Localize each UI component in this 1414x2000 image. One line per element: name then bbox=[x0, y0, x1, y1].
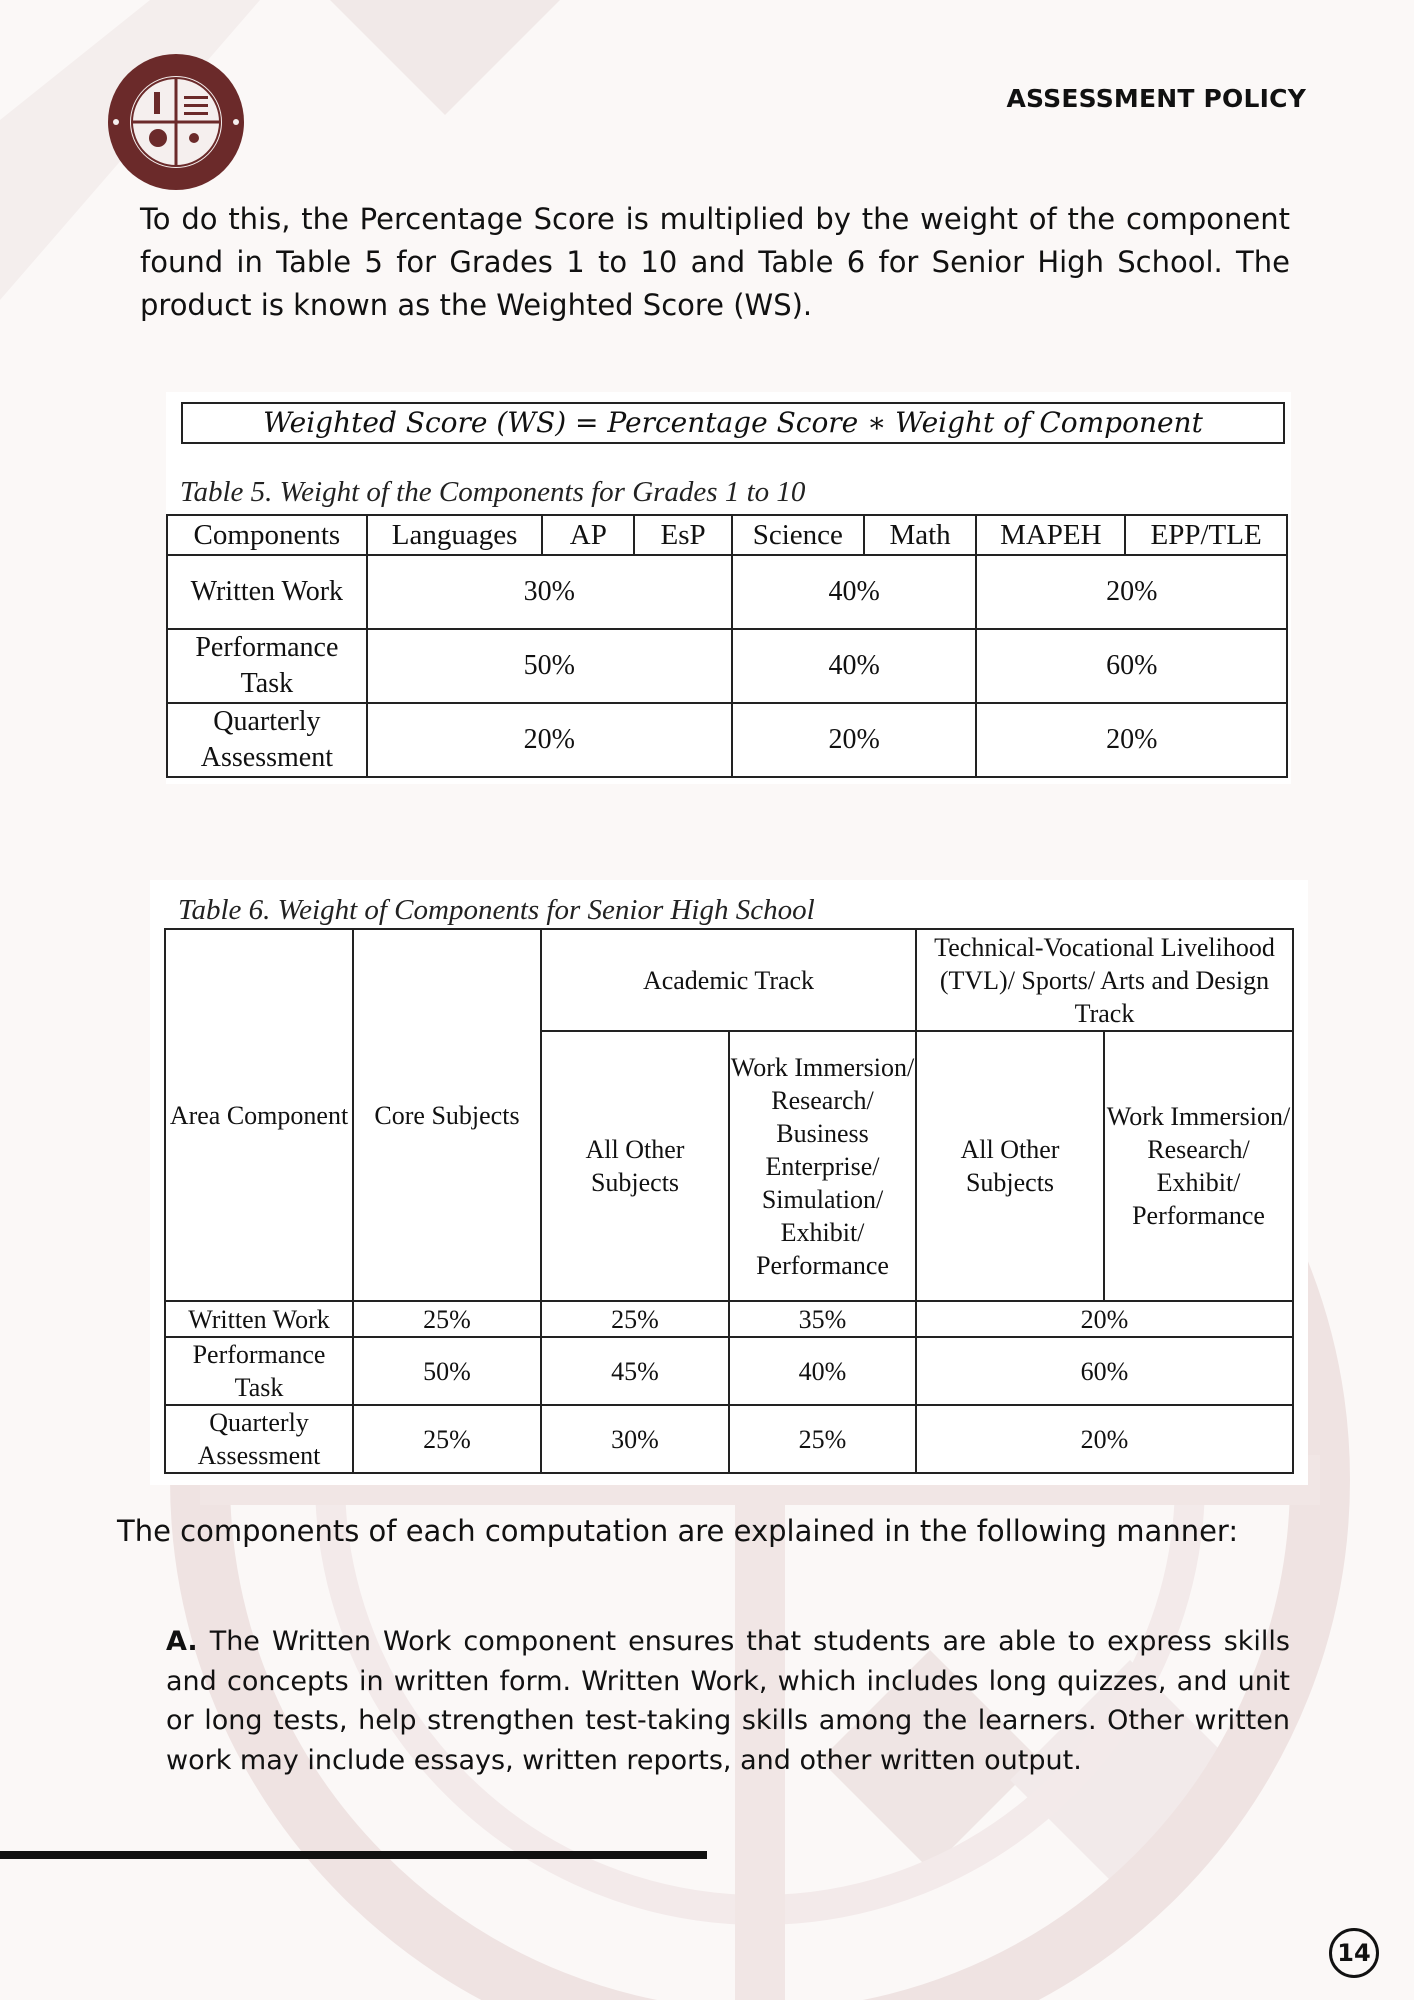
table6-caption: Table 6. Weight of Components for Senior High School bbox=[178, 894, 815, 926]
table5-value-cell: 20% bbox=[976, 703, 1287, 777]
school-logo bbox=[106, 52, 246, 192]
table5-header-cell: Components bbox=[167, 515, 367, 555]
document-header-title: ASSESSMENT POLICY bbox=[1006, 84, 1306, 113]
table6-component-cell: Performance Task bbox=[165, 1337, 353, 1405]
table6-value-cell: 30% bbox=[541, 1405, 729, 1473]
table6 bbox=[164, 928, 1294, 1474]
table6-value-cell: 20% bbox=[916, 1301, 1293, 1337]
table-row bbox=[167, 703, 1287, 777]
table5-value-cell: 40% bbox=[732, 629, 977, 703]
table-row bbox=[167, 629, 1287, 703]
table6-value-cell: 25% bbox=[353, 1405, 541, 1473]
table5-value-cell: 20% bbox=[976, 555, 1287, 629]
table5-component-cell: Quarterly Assessment bbox=[167, 703, 367, 777]
footer-divider bbox=[0, 1851, 707, 1859]
table5-header-cell: EsP bbox=[634, 515, 732, 555]
table6-value-cell: 45% bbox=[541, 1337, 729, 1405]
table6-value-cell: 50% bbox=[353, 1337, 541, 1405]
item-marker: A. bbox=[166, 1626, 198, 1657]
item-text: The Written Work component ensures that students are able to express skills and concepts in written form. Written Work, which includes long quizzes, and unit or long tests, help strengthen test-taking skills among the learners. Other written work may include essays, written reports, and other written output. bbox=[166, 1626, 1290, 1776]
weighted-score-formula: Weighted Score (WS) = Percentage Score ∗ Weight of Component bbox=[181, 402, 1285, 444]
table6-value-cell: 35% bbox=[729, 1301, 916, 1337]
table6-sub-tvl-work: Work Immersion/ Research/ Exhibit/ Performance bbox=[1104, 1031, 1293, 1301]
table6-value-cell: 25% bbox=[729, 1405, 916, 1473]
table-row bbox=[167, 555, 1287, 629]
table6-header-core: Core Subjects bbox=[353, 929, 541, 1301]
table6-value-cell: 40% bbox=[729, 1337, 916, 1405]
table6-value-cell: 25% bbox=[541, 1301, 729, 1337]
table5-header-cell: Science bbox=[732, 515, 864, 555]
table5-section bbox=[166, 392, 1291, 784]
table-row bbox=[165, 1405, 1293, 1473]
table5-header-cell: MAPEH bbox=[976, 515, 1125, 555]
table5-header-cell: AP bbox=[542, 515, 634, 555]
table5-header-row bbox=[167, 515, 1287, 555]
table5-header-cell: EPP/TLE bbox=[1125, 515, 1287, 555]
table6-sub-academic-other: All Other Subjects bbox=[541, 1031, 729, 1301]
table6-sub-tvl-other: All Other Subjects bbox=[916, 1031, 1104, 1301]
components-lead-paragraph: The components of each computation are explained in the following manner: bbox=[117, 1514, 1239, 1548]
table-row bbox=[165, 1337, 1293, 1405]
table6-component-cell: Written Work bbox=[165, 1301, 353, 1337]
table6-header-area: Area Component bbox=[165, 929, 353, 1301]
table6-header-row bbox=[165, 929, 1293, 1031]
page-number: 14 bbox=[1329, 1928, 1379, 1978]
intro-paragraph: To do this, the Percentage Score is multiplied by the weight of the component found in Table 5 for Grades 1 to 10 and Table 6 for Senior High School. The product is known as the Weighted Score (WS). bbox=[140, 202, 1290, 322]
table6-value-cell: 25% bbox=[353, 1301, 541, 1337]
table5-value-cell: 20% bbox=[732, 703, 977, 777]
table5-header-cell: Languages bbox=[367, 515, 543, 555]
table6-value-cell: 60% bbox=[916, 1337, 1293, 1405]
table6-header-tvl: Technical-Vocational Livelihood (TVL)/ Sports/ Arts and Design Track bbox=[916, 929, 1293, 1031]
table5-caption: Table 5. Weight of the Components for Grades 1 to 10 bbox=[180, 476, 806, 508]
table5-value-cell: 30% bbox=[367, 555, 732, 629]
table6-header-academic: Academic Track bbox=[541, 929, 916, 1031]
table-row bbox=[165, 1301, 1293, 1337]
table5-value-cell: 50% bbox=[367, 629, 732, 703]
written-work-item bbox=[166, 1622, 1290, 1780]
table5-component-cell: Performance Task bbox=[167, 629, 367, 703]
table5-value-cell: 20% bbox=[367, 703, 732, 777]
table5-header-cell: Math bbox=[864, 515, 977, 555]
table5 bbox=[166, 514, 1288, 778]
table6-value-cell: 20% bbox=[916, 1405, 1293, 1473]
table6-component-cell: Quarterly Assessment bbox=[165, 1405, 353, 1473]
table6-sub-academic-work: Work Immersion/ Research/ Business Enterprise/ Simulation/ Exhibit/ Performance bbox=[729, 1031, 916, 1301]
table5-component-cell: Written Work bbox=[167, 555, 367, 629]
table5-value-cell: 60% bbox=[976, 629, 1287, 703]
table5-value-cell: 40% bbox=[732, 555, 977, 629]
table6-section bbox=[150, 880, 1308, 1485]
